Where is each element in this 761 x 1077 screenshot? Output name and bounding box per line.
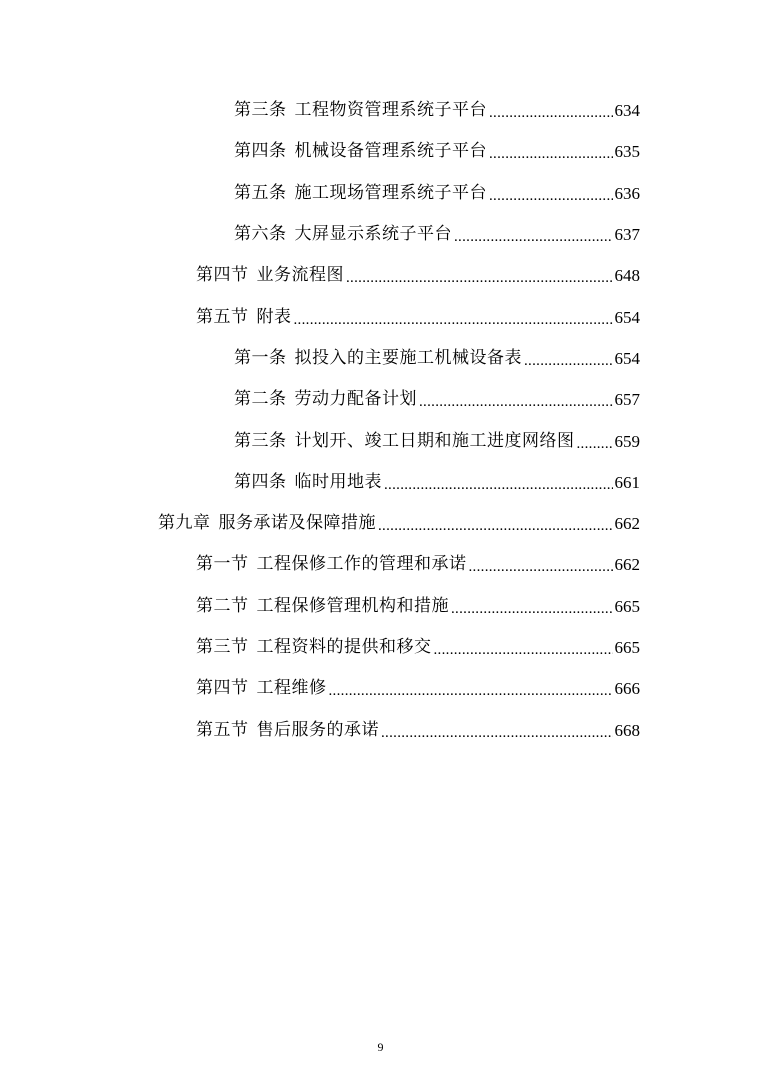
toc-entry-number: 第五条 bbox=[234, 182, 287, 203]
toc-dot-leader bbox=[524, 354, 613, 369]
toc-entry[interactable] bbox=[196, 255, 640, 296]
toc-dot-leader bbox=[381, 726, 613, 741]
toc-entry[interactable] bbox=[158, 503, 640, 544]
toc-entry-number: 第四节 bbox=[196, 265, 249, 286]
toc-dot-leader bbox=[329, 684, 613, 699]
toc-entry-number: 第三条 bbox=[234, 100, 287, 121]
toc-entry[interactable] bbox=[234, 90, 640, 131]
toc-entry-title: 劳动力配备计划 bbox=[294, 389, 417, 410]
toc-dot-leader bbox=[454, 230, 613, 245]
toc-entry-title: 服务承诺及保障措施 bbox=[218, 513, 376, 534]
toc-entry[interactable] bbox=[196, 709, 640, 750]
toc-entry-number: 第二节 bbox=[196, 595, 249, 616]
toc-entry[interactable] bbox=[196, 544, 640, 585]
toc-entry[interactable] bbox=[234, 338, 640, 379]
toc-entry[interactable] bbox=[196, 296, 640, 337]
toc-entry[interactable] bbox=[196, 668, 640, 709]
toc-entry-number: 第三条 bbox=[234, 430, 287, 451]
toc-entry-number: 第六条 bbox=[234, 224, 287, 245]
toc-entry-number: 第四条 bbox=[234, 471, 287, 492]
toc-entry-number: 第五节 bbox=[196, 306, 249, 327]
toc-entry-title: 业务流程图 bbox=[256, 265, 344, 286]
toc-dot-leader bbox=[294, 313, 613, 328]
toc-entry-number: 第九章 bbox=[158, 513, 211, 534]
toc-entry[interactable] bbox=[196, 586, 640, 627]
toc-entry-title: 工程物资管理系统子平台 bbox=[294, 100, 487, 121]
toc-entry[interactable] bbox=[234, 131, 640, 172]
toc-entry-title: 临时用地表 bbox=[294, 471, 382, 492]
toc-entry-page: 637 bbox=[614, 225, 640, 245]
toc-dot-leader bbox=[489, 106, 613, 121]
toc-entry-number: 第四节 bbox=[196, 678, 249, 699]
toc-entry-page: 659 bbox=[614, 431, 640, 451]
page-number: 9 bbox=[377, 1040, 384, 1054]
toc-entry-number: 第一节 bbox=[196, 554, 249, 575]
toc-entry[interactable] bbox=[234, 214, 640, 255]
toc-entry-title: 计划开、竣工日期和施工进度网络图 bbox=[294, 430, 575, 451]
toc-entry-page: 666 bbox=[614, 679, 640, 699]
toc-dot-leader bbox=[489, 147, 613, 162]
toc-entry-number: 第二条 bbox=[234, 389, 287, 410]
toc-dot-leader bbox=[469, 560, 613, 575]
toc-entry-page: 636 bbox=[614, 183, 640, 203]
toc-dot-leader bbox=[419, 395, 613, 410]
toc-entry-title: 工程维修 bbox=[256, 678, 327, 699]
toc-entry-title: 售后服务的承诺 bbox=[256, 719, 379, 740]
toc-entry-number: 第五节 bbox=[196, 719, 249, 740]
toc-entry-page: 661 bbox=[614, 472, 640, 492]
toc-dot-leader bbox=[384, 478, 613, 493]
toc-entry-page: 634 bbox=[614, 101, 640, 121]
toc-entry-title: 工程资料的提供和移交 bbox=[256, 637, 432, 657]
table-of-contents bbox=[0, 90, 761, 751]
toc-entry-title: 工程保修工作的管理和承诺 bbox=[256, 554, 467, 575]
toc-entry-title: 附表 bbox=[256, 306, 292, 327]
toc-dot-leader bbox=[434, 643, 613, 658]
toc-dot-leader bbox=[451, 602, 613, 617]
toc-entry-page: 665 bbox=[614, 596, 640, 616]
toc-dot-leader bbox=[489, 189, 613, 204]
toc-dot-leader bbox=[577, 437, 613, 452]
toc-entry[interactable] bbox=[234, 173, 640, 214]
toc-entry-number: 第一条 bbox=[234, 347, 287, 368]
toc-entry-page: 662 bbox=[614, 555, 640, 575]
toc-entry[interactable] bbox=[234, 379, 640, 420]
toc-dot-leader bbox=[346, 271, 613, 286]
toc-entry-page: 665 bbox=[614, 638, 640, 657]
toc-entry-title: 机械设备管理系统子平台 bbox=[294, 141, 487, 162]
toc-entry-title: 施工现场管理系统子平台 bbox=[294, 182, 487, 203]
toc-entry-page: 635 bbox=[614, 142, 640, 162]
toc-entry-title: 工程保修管理机构和措施 bbox=[256, 595, 449, 616]
toc-entry-number: 第三节 bbox=[196, 637, 249, 657]
toc-entry[interactable] bbox=[234, 420, 640, 461]
toc-entry[interactable] bbox=[234, 462, 640, 503]
toc-entry-page: 654 bbox=[614, 307, 640, 327]
toc-entry-title: 大屏显示系统子平台 bbox=[294, 224, 452, 245]
toc-entry-page: 657 bbox=[614, 390, 640, 410]
toc-entry-page: 668 bbox=[614, 720, 640, 740]
toc-entry-page: 648 bbox=[614, 266, 640, 286]
toc-dot-leader bbox=[378, 519, 613, 534]
toc-entry-page: 662 bbox=[614, 514, 640, 534]
toc-entry-number: 第四条 bbox=[234, 141, 287, 162]
toc-entry[interactable] bbox=[196, 627, 640, 668]
toc-entry-title: 拟投入的主要施工机械设备表 bbox=[294, 347, 522, 368]
toc-entry-page: 654 bbox=[614, 348, 640, 368]
